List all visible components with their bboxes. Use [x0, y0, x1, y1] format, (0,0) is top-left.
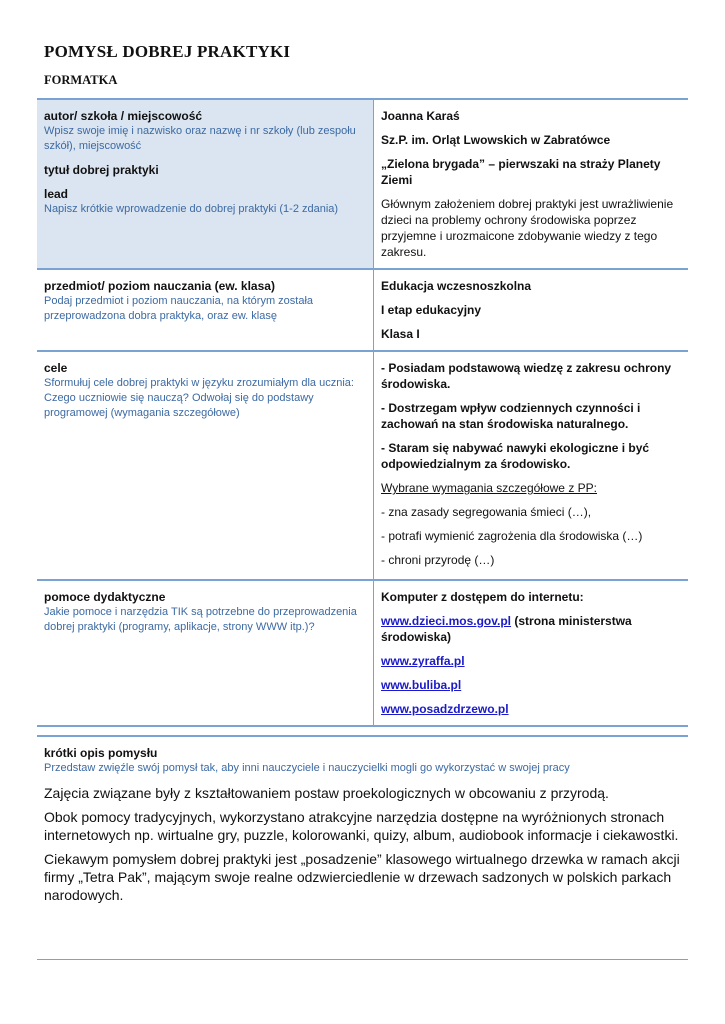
author-cell-right [374, 99, 689, 269]
description-paragraph: Ciekawym pomysłem dobrej praktyki jest „posadzenie” klasowego wirtualnego drzewka w ramach akcji firmy „Tetra Pak”, mającym swoje realne odzwierciedlenie w drzewach sadzonych w polskich parkach narodowych. [44, 851, 680, 903]
goal-item: - Posiadam podstawową wiedzę z zakresu ochrony środowiska. [381, 361, 672, 391]
author-cell-left [37, 99, 374, 269]
aids-heading: Komputer z dostępem do internetu: [381, 590, 584, 604]
title-label: tytuł dobrej praktyki [44, 163, 159, 177]
row-subject [37, 269, 688, 351]
description-label: krótki opis pomysłu [44, 746, 158, 760]
goals-cell-left [37, 351, 374, 580]
form-table [37, 98, 688, 727]
description-paragraph: Zajęcia związane były z kształtowaniem postaw proekologicznych w obcowaniu z przyrodą. [44, 785, 609, 801]
document-subtitle: FORMATKA [44, 73, 118, 87]
aids-cell-right [374, 580, 689, 726]
link-posadzdrzewo[interactable]: www.posadzdrzewo.pl [381, 702, 509, 716]
description-paragraph: Obok pomocy tradycyjnych, wykorzystano atrakcyjne narzędzia dostępne na wyróżnionych stronach internetowych np. wirtualne gry, puzzle, kolorowanki, quizy, album, audiobook informacje i ciekawostki. [44, 809, 679, 843]
requirement-item: - potrafi wymienić zagrożenia dla środowiska (…) [381, 529, 643, 543]
lead-hint: Napisz krótkie wprowadzenie do dobrej praktyki (1-2 zdania) [44, 203, 339, 215]
lead-text: Głównym założeniem dobrej praktyki jest uwrażliwienie dzieci na problemy ochrony środowiska poprzez przyjemne i urozmaicone zdobywanie wiedzy z tego zakresu. [381, 197, 674, 259]
link1-suffix: (strona ministerstwa środowiska) [381, 614, 632, 644]
author-hint: Wpisz swoje imię i nazwisko oraz nazwę i nr szkoły (lub zespołu szkół), miejscowość [44, 125, 356, 152]
practice-title: „Zielona brygada” – pierwszaki na straży Planety Ziemi [381, 157, 661, 187]
school-name: Sz.P. im. Orląt Lwowskich w Zabratówce [381, 133, 611, 147]
aids-cell-left [37, 580, 374, 726]
subject-label: przedmiot/ poziom nauczania (ew. klasa) [44, 279, 275, 293]
link-dzieci-mos[interactable]: www.dzieci.mos.gov.pl [381, 614, 512, 628]
goal-item: - Staram się nabywać nawyki ekologiczne i być odpowiedzialnym za środowisko. [381, 441, 650, 471]
goal-item: - Dostrzegam wpływ codziennych czynności i zachowań na stan środowiska naturalnego. [381, 401, 641, 431]
aids-link1-line [381, 613, 681, 645]
description-section [37, 735, 688, 904]
aids-hint: Jakie pomoce i narzędzia TIK są potrzebne do przeprowadzenia dobrej praktyki (programy, aplikacje, strony WWW itp.)? [44, 606, 357, 633]
description-body [37, 737, 688, 904]
row-aids [37, 580, 688, 726]
requirement-item: - chroni przyrodę (…) [381, 553, 495, 567]
subject-cell-right [374, 269, 689, 351]
aids-link3-line [381, 677, 681, 693]
row-goals [37, 351, 688, 580]
aids-link4-line [381, 701, 681, 717]
document-title: POMYSŁ DOBREJ PRAKTYKI [44, 42, 291, 61]
subject-value-2: I etap edukacyjny [381, 303, 482, 317]
subject-value-1: Edukacja wczesnoszkolna [381, 279, 532, 293]
aids-label: pomoce dydaktyczne [44, 590, 166, 604]
author-name: Joanna Karaś [381, 109, 460, 123]
subject-cell-left [37, 269, 374, 351]
requirement-item: - zna zasady segregowania śmieci (…), [381, 505, 592, 519]
lead-label: lead [44, 187, 69, 201]
link-zyraffa[interactable]: www.zyraffa.pl [381, 654, 465, 668]
goals-cell-right [374, 351, 689, 580]
requirements-heading: Wybrane wymagania szczegółowe z PP: [381, 481, 597, 495]
subject-hint: Podaj przedmiot i poziom nauczania, na którym została przeprowadzona dobra praktyka, oraz ew. klasę [44, 295, 314, 322]
aids-link2-line [381, 653, 681, 669]
bottom-divider [37, 959, 688, 960]
author-label: autor/ szkoła / miejscowość [44, 109, 203, 123]
row-author-lead [37, 99, 688, 269]
goals-hint: Sformułuj cele dobrej praktyki w języku zrozumiałym dla ucznia: Czego uczniowie się nauczą? Odwołaj się do podstawy programowej (wymagania szczegółowe) [44, 377, 354, 419]
goals-label: cele [44, 361, 68, 375]
description-hint: Przedstaw zwięźle swój pomysł tak, aby inni nauczyciele i nauczycielki mogli go wykorzystać w swojej pracy [44, 762, 570, 774]
link-buliba[interactable]: www.buliba.pl [381, 678, 462, 692]
subject-value-3: Klasa I [381, 327, 420, 341]
